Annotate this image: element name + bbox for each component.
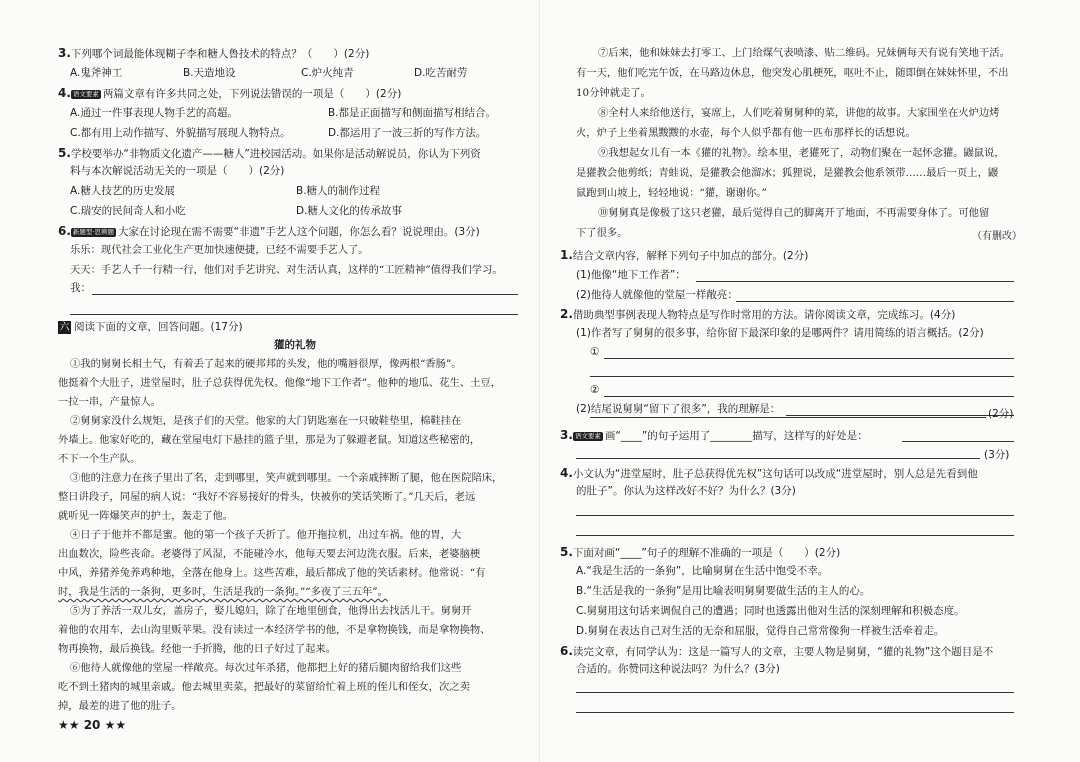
passage-left-line-8: 就听见一阵爆笑声的护士，轰走了他。 xyxy=(58,510,234,522)
r2-score: (2分) xyxy=(988,408,1014,420)
passage-left-line-13: ⑤为了养活一双儿女，盖房子，娶儿媳妇，除了在地里刨食，他得出去找活儿干。舅舅开 xyxy=(70,605,472,617)
r1-item-2: (2)他待人就像他的堂屋一样敞亮： xyxy=(576,289,738,301)
r3-answer-1[interactable] xyxy=(902,441,1014,442)
q3-stem: 3.下列哪个词最能体现糊子李和糖人鲁技术的特点？（ ）(2分) xyxy=(58,46,370,60)
passage-left-line-2: 一拉一串，产量惊人。 xyxy=(58,396,161,408)
q4-option-c: C.都有用上动作描写、外貌描写展现人物特点。 xyxy=(70,127,291,139)
q3-option-b: B.天造地设 xyxy=(183,67,236,79)
r5-option-a: A.“我是生活的一条狗”，比喻舅舅在生活中饱受不幸。 xyxy=(576,565,829,577)
passage-left-line-9: ④日子于他并不都是蜜。他的第一个孩子夭折了。他开拖拉机，出过车祸。他的胃，大 xyxy=(70,529,462,541)
q4-tag: 语文要素 xyxy=(72,89,99,98)
passage-left-line-17: 吃不到土猪肉的城里亲戚。他去城里卖菜，把最好的菜留给忙着上班的侄儿和侄女，次之卖 xyxy=(58,681,470,693)
q5-option-a: A.糖人技艺的历史发展 xyxy=(70,185,175,197)
q5-option-d: D.糖人文化的传承故事 xyxy=(296,205,402,217)
passage-right-line-1: 有一天，他们吃完午饭，在马路边休息，他突发心肌梗死，呕吐不止，随即倒在妹妹怀里，不出 xyxy=(576,67,1009,79)
passage-left-line-4: 外墙上。他家好吃的，藏在堂屋电灯下悬挂的篮子里，那是为了躲避老鼠。知道这些秘密的， xyxy=(58,434,481,446)
q6-tag: 新题型·思辨题 xyxy=(72,227,114,236)
r6-answer-2[interactable] xyxy=(576,712,1014,713)
q4-option-d: D.都运用了一波三折的写作方法。 xyxy=(328,127,487,139)
r2-sub2: (2)结尾说舅舅“留下了很多”，我的理解是： xyxy=(576,403,781,415)
passage-right-line-5: ⑨我想起女儿有一本《獾的礼物》。绘本里，老獾死了，动物们聚在一起怀念獾。鼹鼠说， xyxy=(598,147,1005,159)
page-number-footer: ★★ 20 ★★ xyxy=(58,718,127,732)
r5-option-d: D.舅舅在表达自己对生活的无奈和屈服，觉得自己常常像狗一样被生活牵着走。 xyxy=(576,625,945,637)
r2-answer-3b[interactable] xyxy=(590,417,986,418)
r1-answer-1[interactable] xyxy=(696,281,1014,282)
r3-stem: 3. 语文要素 画“____”的句子运用了________描写，这样写的好处是： xyxy=(560,428,868,442)
q6-tiantian: 天天：手艺人千一行精一行，他们对手艺讲究、对生活认真，这样的“工匠精神”值得我们学习。 xyxy=(70,264,503,276)
r1-item-1: (1)他像“地下工作者”： xyxy=(576,269,686,281)
r5-stem: 5.下面对画“____”句子的理解不准确的一项是（ ）(2分) xyxy=(560,545,841,559)
q6-stem: 6. 新题型·思辨题 大家在讨论现在需不需要“非遗”手艺人这个问题，你怎么看？说说理由。(3分) xyxy=(58,224,480,238)
section6-mark: 六 xyxy=(59,322,70,333)
r4-stem-2: 的肚子”。你认为这样改好不好？为什么？(3分) xyxy=(576,485,796,497)
passage-left-line-14: 着他的农用车，去山沟里贩苹果。没有读过一本经济学书的他，不是拿物换钱，而是拿物换物、 xyxy=(58,624,491,636)
q5-stem: 5.学校要举办“非物质文化遗产——糖人”进校园活动。如果你是活动解说员，你认为下列资 xyxy=(58,146,481,160)
r2-stem: 2.借助典型事例表现人物特点是写作时常用的方法。请你阅读文章，完成练习。(4分) xyxy=(560,307,956,321)
r2-mark-2: ② xyxy=(590,384,600,396)
passage-left-line-15: 物再换物，最后换钱。经他一手折腾，他的日子好过了起来。 xyxy=(58,643,337,655)
passage-right-line-6: 是獾教会他剪纸；青蛙说，是獾教会他溜冰；狐狸说，是獾教会他系领带……最后一页上，鼹 xyxy=(576,167,999,179)
passage-right-line-3: ⑧全村人来给他送行，宴席上，人们吃着舅舅种的菜，讲他的故事。大家围坐在火炉边烤 xyxy=(598,107,1000,119)
r4-answer-2[interactable] xyxy=(576,535,1014,536)
passage-title: 獾的礼物 xyxy=(274,339,316,351)
q4-option-a: A.通过一件事表现人物手艺的高超。 xyxy=(70,107,238,119)
passage-left-line-18: 掉，最差的进了他的肚子。 xyxy=(58,700,182,712)
passage-left-line-6: ③他的注意力在孩子里出了名，走到哪里，笑声就到哪里。一个亲戚摔断了腿，他在医院陪床， xyxy=(70,472,503,484)
passage-left-line-12: 时，我是生活的一条狗，更多时，生活是我的一条狗。”“多夜了三五年”。 xyxy=(58,586,388,598)
r4-stem: 4.小文认为“进堂屋时，肚子总获得优先权”这句话可以改成“进堂屋时，别人总是先看到他 xyxy=(560,466,978,480)
r3-score: (3分) xyxy=(984,449,1010,461)
passage-right-line-9: 下了很多。 xyxy=(576,227,628,239)
q5-option-b: B.糖人的制作过程 xyxy=(296,185,381,197)
r2-sub1: (1)作者写了舅舅的很多事，给你留下最深印象的是哪两件？请用简练的语言概括。(2分) xyxy=(576,327,984,339)
r6-answer-1[interactable] xyxy=(576,692,1014,693)
q4-stem: 4. 语文要素 两篇文章有许多共同之处，下列说法错误的一项是（ ）(2分) xyxy=(58,86,402,100)
r2-answer-1[interactable] xyxy=(604,358,1014,359)
q4-option-b: B.都是正面描写和侧面描写相结合。 xyxy=(328,107,497,119)
passage-left-line-10: 出血数次，险些丧命。老婆得了风湿，不能碰冷水，他每天要去河边洗衣服。后来，老婆脑梗 xyxy=(58,548,481,560)
q6-answer-line-2[interactable] xyxy=(70,314,518,315)
r4-answer-1[interactable] xyxy=(576,515,1014,516)
passage-left-line-3: ②舅舅家没什么规矩，是孩子们的天堂。他家的大门钥匙塞在一只破鞋垫里，棉鞋挂在 xyxy=(70,415,462,427)
passage-left-line-0: ①我的舅舅长相土气，有着丢了起来的硬邦邦的头发，他的嘴唇很厚，像两根“香肠”。 xyxy=(70,358,462,370)
r3-tag: 语文要素 xyxy=(574,431,601,440)
q6-me-label: 我： xyxy=(70,282,91,294)
passage-left-line-11: 中风，养猪养兔养鸡种地，全落在他身上。这些苦难，最后都成了他的笑话素材。他常说：“有 xyxy=(58,567,486,579)
section6-heading: 六 阅读下面的文章，回答问题。(17分) xyxy=(59,321,243,333)
passage-right-line-2: 10分钟就走了。 xyxy=(576,87,651,99)
passage-left-line-7: 整日讲段子，同屋的病人说：“我好不容易接好的骨头，快被你的笑话笑断了。”几天后，老远 xyxy=(58,491,476,503)
r2-answer-3[interactable] xyxy=(786,415,1014,416)
r2-mark-1: ① xyxy=(590,346,600,358)
r6-stem-2: 合适的。你赞同这种说法吗？为什么？(3分) xyxy=(576,663,780,675)
r6-stem: 6.读完文章，有同学认为：这是一篇写人的文章，主要人物是舅舅，“獾的礼物”这个题目是不 xyxy=(560,644,994,658)
q5-option-c: C.瑞安的民间奇人和小吃 xyxy=(70,205,186,217)
r3-answer-2[interactable] xyxy=(576,458,980,459)
q3-option-a: A.鬼斧神工 xyxy=(70,67,123,79)
passage-credit: （有删改） xyxy=(972,231,1022,242)
passage-left-line-5: 不下一个生产队。 xyxy=(58,453,141,465)
passage-left-line-16: ⑥他待人就像他的堂屋一样敞亮。每次过年杀猪，他都把上好的猪后腿肉留给我们这些 xyxy=(70,662,462,674)
q6-answer-line-1[interactable] xyxy=(92,294,518,295)
r2-answer-1b[interactable] xyxy=(590,376,1014,377)
r2-answer-2[interactable] xyxy=(604,396,1014,397)
r5-option-c: C.舅舅用这句话来调侃自己的遭遇；同时也透露出他对生活的深刻理解和积极态度。 xyxy=(576,605,965,617)
passage-left-line-1: 他挺着个大肚子，进堂屋时，肚子总获得优先权。他像“地下工作者”。他种的地瓜、花生、土豆， xyxy=(58,377,501,389)
q3-option-c: C.炉火纯青 xyxy=(301,67,354,79)
q5-stem-2: 料与本次解说活动无关的一项是（ ）(2分) xyxy=(70,165,285,177)
passage-right-line-4: 火，炉子上坐着黑黢黢的水壶，每个人似乎都有他一匹布那样长的话想说。 xyxy=(576,127,916,139)
page-fold xyxy=(539,0,540,762)
r5-option-b: B.“生活是我的一条狗”是用比喻表明舅舅要做生活的主人的心。 xyxy=(576,585,871,597)
passage-right-line-8: ⑩舅舅真是像极了这只老獾，最后觉得自己的脚离开了地面，不再需要身体了。可他留 xyxy=(598,207,990,219)
r1-stem: 1.结合文章内容，解释下列句子中加点的部分。(2分) xyxy=(560,248,809,262)
passage-right-line-7: 鼠跑到山坡上，轻轻地说：“獾，谢谢你。” xyxy=(576,187,767,199)
r1-answer-2[interactable] xyxy=(736,301,1014,302)
q6-lele: 乐乐：现代社会工业化生产更加快速便捷，已经不需要手艺人了。 xyxy=(70,244,369,256)
q3-option-d: D.吃苦耐劳 xyxy=(414,67,468,79)
passage-right-line-0: ⑦后来，他和妹妹去打零工、上门给煤气表喷漆、贴二维码。兄妹俩每天有说有笑地干活。 xyxy=(598,47,1010,59)
